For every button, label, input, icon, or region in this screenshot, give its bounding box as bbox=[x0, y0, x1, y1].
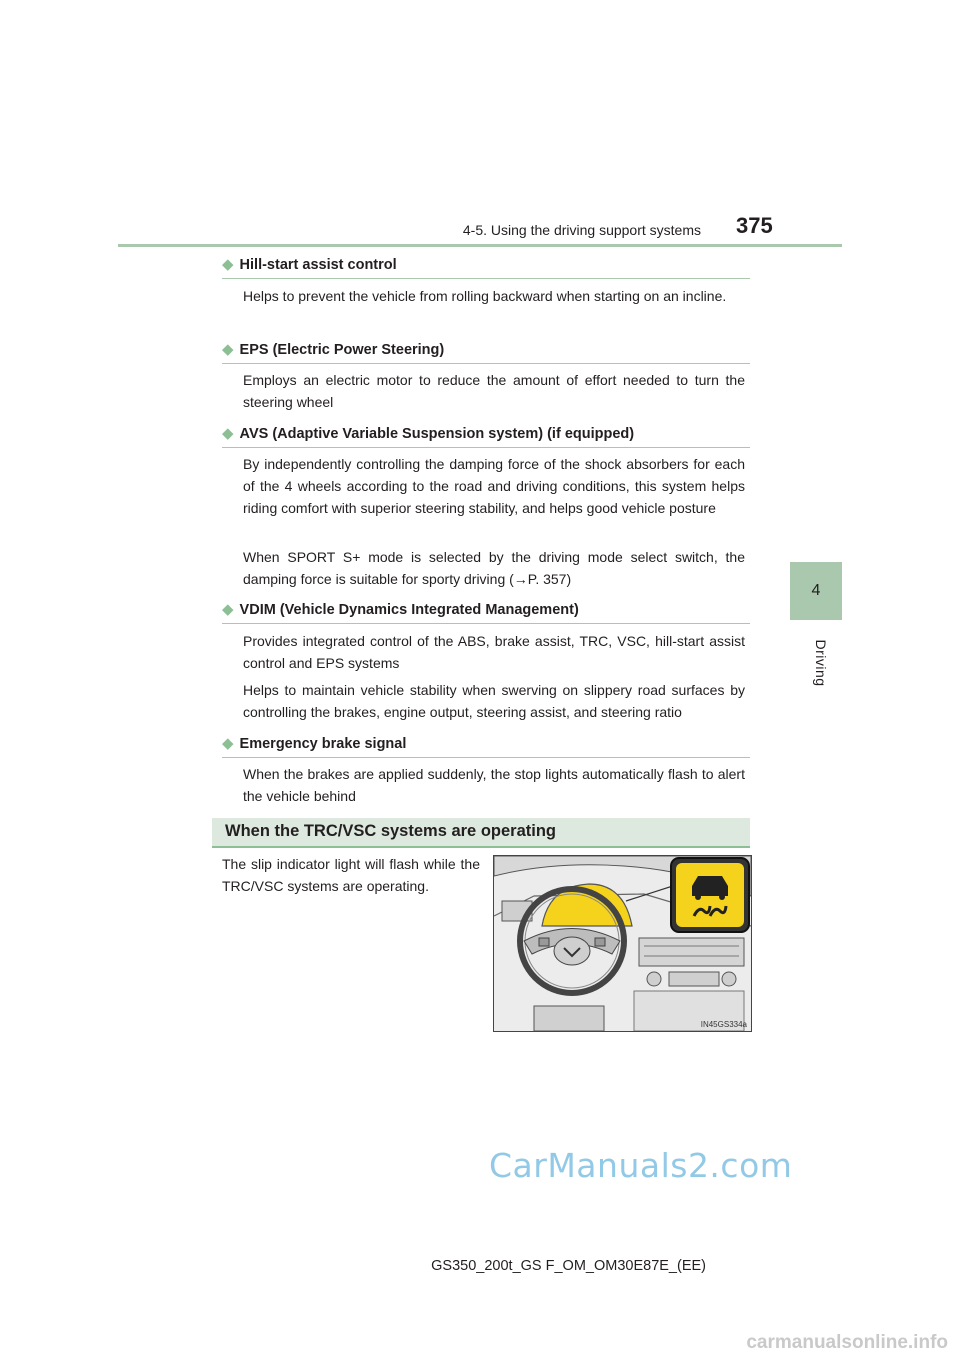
dashboard-illustration bbox=[493, 855, 752, 1032]
item-title: VDIM (Vehicle Dynamics Integrated Management) bbox=[239, 602, 579, 618]
dashboard-drawing bbox=[494, 856, 751, 1031]
item-paragraph: When the brakes are applied suddenly, the stop lights automatically flash to alert the vehicle behind bbox=[243, 766, 745, 804]
section-heading: When the TRC/VSC systems are operating bbox=[225, 822, 556, 840]
section-banner bbox=[212, 818, 750, 848]
item-heading-vdim bbox=[222, 600, 750, 624]
item-heading-avs bbox=[222, 424, 750, 448]
bottom-strip bbox=[0, 1330, 960, 1358]
header-section-title: 4-5. Using the driving support systems bbox=[462, 222, 701, 238]
item-paragraph: By independently controlling the damping force of the shock absorbers for each of the 4 wheels according to the road and driving conditions, this system helps riding comfort with superior steering stability, and helps good vehicle posture bbox=[243, 456, 745, 516]
diamond-bullet-icon: ◆ bbox=[222, 601, 234, 618]
item-paragraph: When SPORT S+ mode is selected by the driving mode select switch, the damping force is suitable for sporty driving (→P. 357) bbox=[243, 549, 745, 587]
item-heading-hill-start bbox=[222, 255, 750, 279]
chapter-tab: 4 bbox=[790, 562, 842, 620]
item-heading-eps bbox=[222, 340, 750, 364]
diamond-bullet-icon: ◆ bbox=[222, 735, 234, 752]
watermark-online: carmanualsonline.info bbox=[746, 1332, 948, 1353]
item-paragraph: Employs an electric motor to reduce the amount of effort needed to turn the steering wheel bbox=[243, 372, 745, 410]
diamond-bullet-icon: ◆ bbox=[222, 425, 234, 442]
watermark-carmanuals: CarManuals2.com bbox=[489, 1146, 793, 1185]
item-title: Emergency brake signal bbox=[239, 736, 407, 752]
page-number: 375 bbox=[736, 213, 773, 238]
figure-code: IN45GS334a bbox=[700, 1020, 747, 1029]
item-paragraph: Helps to maintain vehicle stability when swerving on slippery road surfaces by controlling the brakes, engine output, steering assist, and steering ratio bbox=[243, 682, 745, 720]
item-paragraph: Helps to prevent the vehicle from rolling backward when starting on an incline. bbox=[243, 288, 727, 304]
item-title: Hill-start assist control bbox=[239, 257, 397, 273]
item-title: AVS (Adaptive Variable Suspension system) (if equipped) bbox=[239, 426, 635, 442]
header-rule bbox=[118, 244, 842, 247]
diamond-bullet-icon: ◆ bbox=[222, 256, 234, 273]
item-heading-emergency-brake bbox=[222, 734, 750, 758]
diamond-bullet-icon: ◆ bbox=[222, 341, 234, 358]
footer-doc-code: GS350_200t_GS F_OM_OM30E87E_(EE) bbox=[431, 1258, 706, 1274]
section-text: The slip indicator light will flash while the TRC/VSC systems are operating. bbox=[222, 856, 480, 894]
item-title: EPS (Electric Power Steering) bbox=[239, 342, 445, 358]
item-paragraph: Provides integrated control of the ABS, brake assist, TRC, VSC, hill-start assist control and EPS systems bbox=[243, 633, 745, 671]
chapter-label: Driving bbox=[813, 639, 829, 687]
